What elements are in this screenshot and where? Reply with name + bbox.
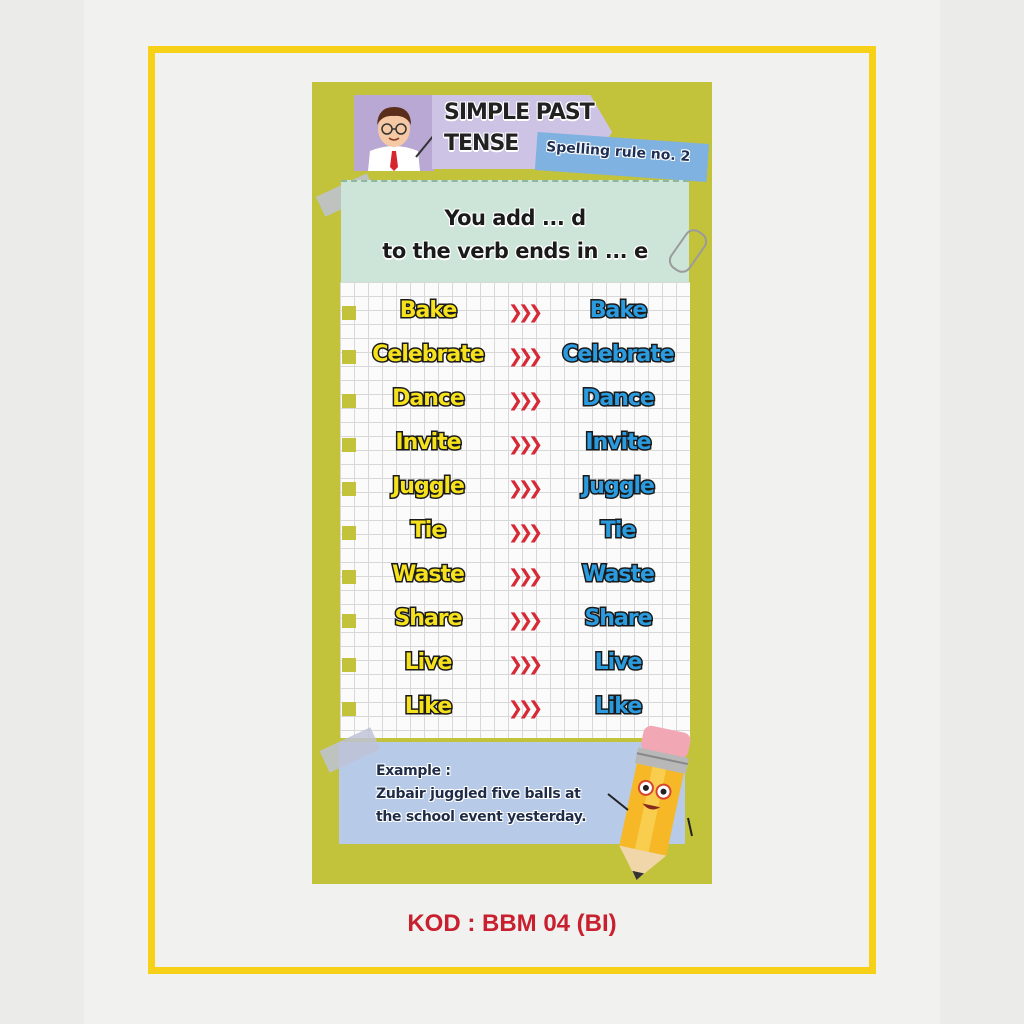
binder-hole bbox=[342, 658, 356, 672]
rule-label: Spelling rule no. 2 bbox=[545, 138, 691, 166]
binder-hole bbox=[342, 614, 356, 628]
instruction-line-2: to the verb ends in ... e bbox=[382, 239, 648, 263]
past-verb: Live bbox=[594, 650, 642, 675]
verb-row bbox=[358, 292, 690, 336]
title-line-1: SIMPLE PAST bbox=[444, 100, 594, 125]
base-verb: Live bbox=[404, 650, 452, 675]
verb-row bbox=[358, 600, 690, 644]
product-code: KOD : BBM 04 (BI) bbox=[407, 910, 617, 937]
base-verb: Celebrate bbox=[372, 342, 484, 367]
binder-hole bbox=[342, 526, 356, 540]
past-verb: Dance bbox=[582, 386, 654, 411]
verb-row bbox=[358, 336, 690, 380]
verb-list bbox=[358, 292, 690, 732]
arrow-icon: ❯❯❯ bbox=[507, 346, 539, 367]
base-verb: Juggle bbox=[392, 474, 464, 499]
example-line-2: the school event yesterday. bbox=[376, 809, 587, 825]
binder-hole bbox=[342, 570, 356, 584]
arrow-icon: ❯❯❯ bbox=[507, 654, 539, 675]
teacher-icon bbox=[354, 95, 434, 171]
verb-row bbox=[358, 512, 690, 556]
pencil-mascot-icon bbox=[600, 718, 710, 884]
example-line-1: Zubair juggled five balls at bbox=[376, 786, 581, 802]
instruction-card bbox=[341, 180, 689, 284]
arrow-icon: ❯❯❯ bbox=[507, 434, 539, 455]
base-verb: Bake bbox=[399, 298, 457, 323]
example-label: Example : bbox=[376, 763, 451, 779]
past-verb: Share bbox=[584, 606, 652, 631]
base-verb: Like bbox=[404, 694, 452, 719]
base-verb: Share bbox=[394, 606, 462, 631]
instruction-line-1: You add ... d bbox=[444, 206, 586, 230]
arrow-icon: ❯❯❯ bbox=[507, 302, 539, 323]
past-verb: Bake bbox=[589, 298, 647, 323]
arrow-icon: ❯❯❯ bbox=[507, 698, 539, 719]
verb-row bbox=[358, 468, 690, 512]
arrow-icon: ❯❯❯ bbox=[507, 566, 539, 587]
verb-row bbox=[358, 644, 690, 688]
arrow-icon: ❯❯❯ bbox=[507, 478, 539, 499]
base-verb: Tie bbox=[410, 518, 446, 543]
past-verb: Celebrate bbox=[562, 342, 674, 367]
binder-hole bbox=[342, 438, 356, 452]
arrow-icon: ❯❯❯ bbox=[507, 610, 539, 631]
teacher-illustration bbox=[354, 95, 434, 171]
past-verb: Juggle bbox=[582, 474, 654, 499]
binder-hole bbox=[342, 306, 356, 320]
binder-hole bbox=[342, 702, 356, 716]
binder-hole bbox=[342, 350, 356, 364]
base-verb: Dance bbox=[392, 386, 464, 411]
title-line-2: TENSE bbox=[444, 131, 519, 156]
past-verb: Invite bbox=[585, 430, 651, 455]
base-verb: Invite bbox=[395, 430, 461, 455]
arrow-icon: ❯❯❯ bbox=[507, 522, 539, 543]
arrow-icon: ❯❯❯ bbox=[507, 390, 539, 411]
past-verb: Like bbox=[594, 694, 642, 719]
past-verb: Waste bbox=[582, 562, 654, 587]
binder-hole bbox=[342, 482, 356, 496]
base-verb: Waste bbox=[392, 562, 464, 587]
binder-holes bbox=[342, 306, 358, 726]
example-text bbox=[376, 760, 616, 829]
verb-row bbox=[358, 556, 690, 600]
past-verb: Tie bbox=[600, 518, 636, 543]
verb-row bbox=[358, 380, 690, 424]
instruction-text bbox=[341, 202, 689, 268]
verb-row bbox=[358, 424, 690, 468]
binder-hole bbox=[342, 394, 356, 408]
